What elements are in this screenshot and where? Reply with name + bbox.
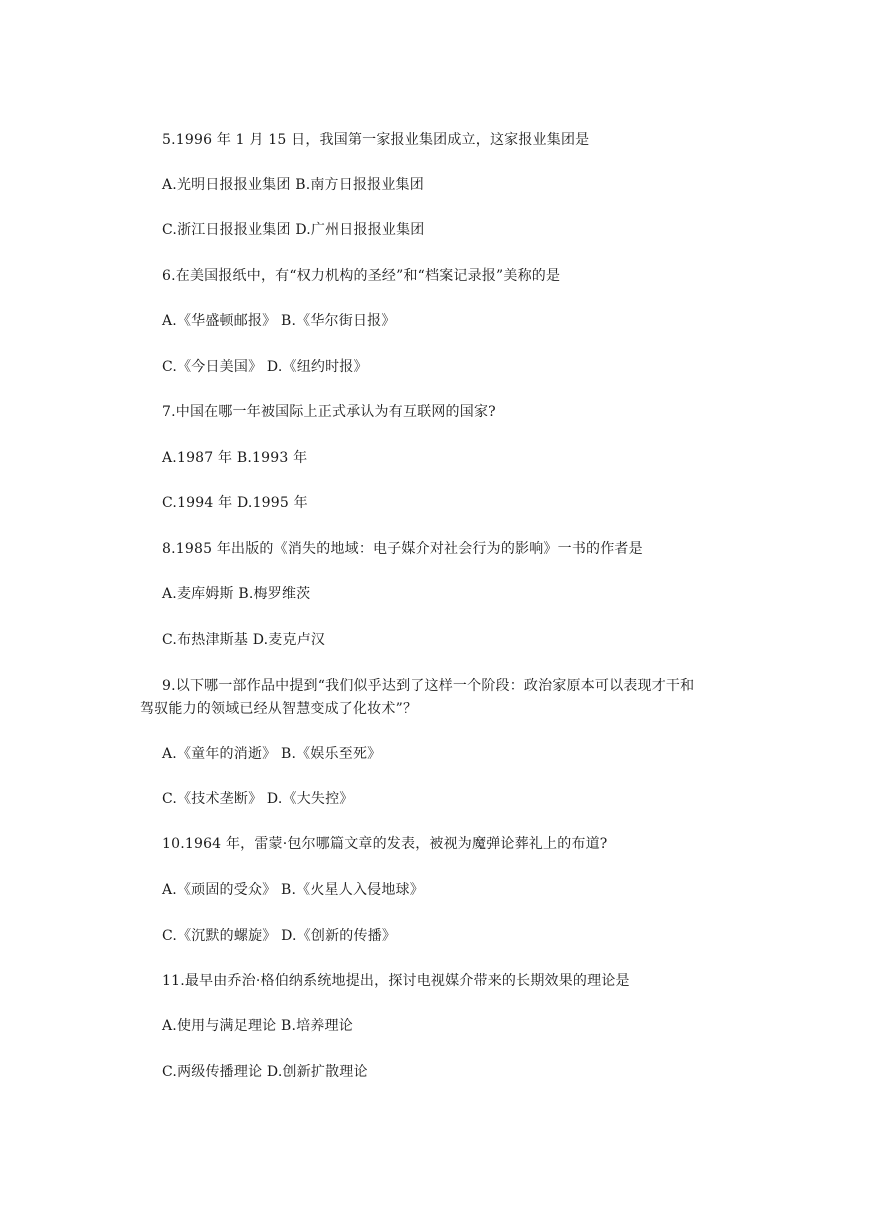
question-6-options-ab: A.《华盛顿邮报》 B.《华尔街日报》 bbox=[162, 313, 396, 329]
question-7-options-ab: A.1987 年 B.1993 年 bbox=[162, 450, 308, 466]
question-10-options-ab: A.《顽固的受众》 B.《火星人入侵地球》 bbox=[162, 882, 424, 898]
question-10-stem: 10.1964 年，雷蒙·包尔哪篇文章的发表，被视为魔弹论葬礼上的布道? bbox=[162, 836, 608, 852]
question-7-stem: 7.中国在哪一年被国际上正式承认为有互联网的国家? bbox=[162, 404, 496, 420]
question-8-options-cd: C.布热津斯基 D.麦克卢汉 bbox=[162, 632, 326, 648]
question-6-options-cd: C.《今日美国》 D.《纽约时报》 bbox=[162, 359, 368, 375]
question-5-options-ab: A.光明日报报业集团 B.南方日报报业集团 bbox=[162, 177, 424, 193]
question-9-options-cd: C.《技术垄断》 D.《大失控》 bbox=[162, 791, 354, 807]
question-11-options-cd: C.两级传播理论 D.创新扩散理论 bbox=[162, 1064, 368, 1080]
question-8-options-ab: A.麦库姆斯 B.梅罗维茨 bbox=[162, 586, 311, 602]
question-6-stem: 6.在美国报纸中，有“权力机构的圣经”和“档案记录报”美称的是 bbox=[162, 268, 561, 284]
question-9-stem-line1: 9.以下哪一部作品中提到“我们似乎达到了这样一个阶段：政治家原本可以表现才干和 bbox=[162, 678, 695, 694]
question-9-stem-line2: 驾驭能力的领域已经从智慧变成了化妆术”？ bbox=[140, 701, 418, 717]
question-11-stem: 11.最早由乔治·格伯纳系统地提出，探讨电视媒介带来的长期效果的理论是 bbox=[162, 973, 630, 989]
question-9-options-ab: A.《童年的消逝》 B.《娱乐至死》 bbox=[162, 746, 382, 762]
question-7-options-cd: C.1994 年 D.1995 年 bbox=[162, 495, 308, 511]
question-11-options-ab: A.使用与满足理论 B.培养理论 bbox=[162, 1018, 353, 1034]
question-5-stem: 5.1996 年 1 月 15 日，我国第一家报业集团成立，这家报业集团是 bbox=[162, 132, 590, 148]
question-10-options-cd: C.《沉默的螺旋》 D.《创新的传播》 bbox=[162, 928, 397, 944]
question-8-stem: 8.1985 年出版的《消失的地域：电子媒介对社会行为的影响》一书的作者是 bbox=[162, 541, 643, 557]
question-5-options-cd: C.浙江日报报业集团 D.广州日报报业集团 bbox=[162, 222, 425, 238]
